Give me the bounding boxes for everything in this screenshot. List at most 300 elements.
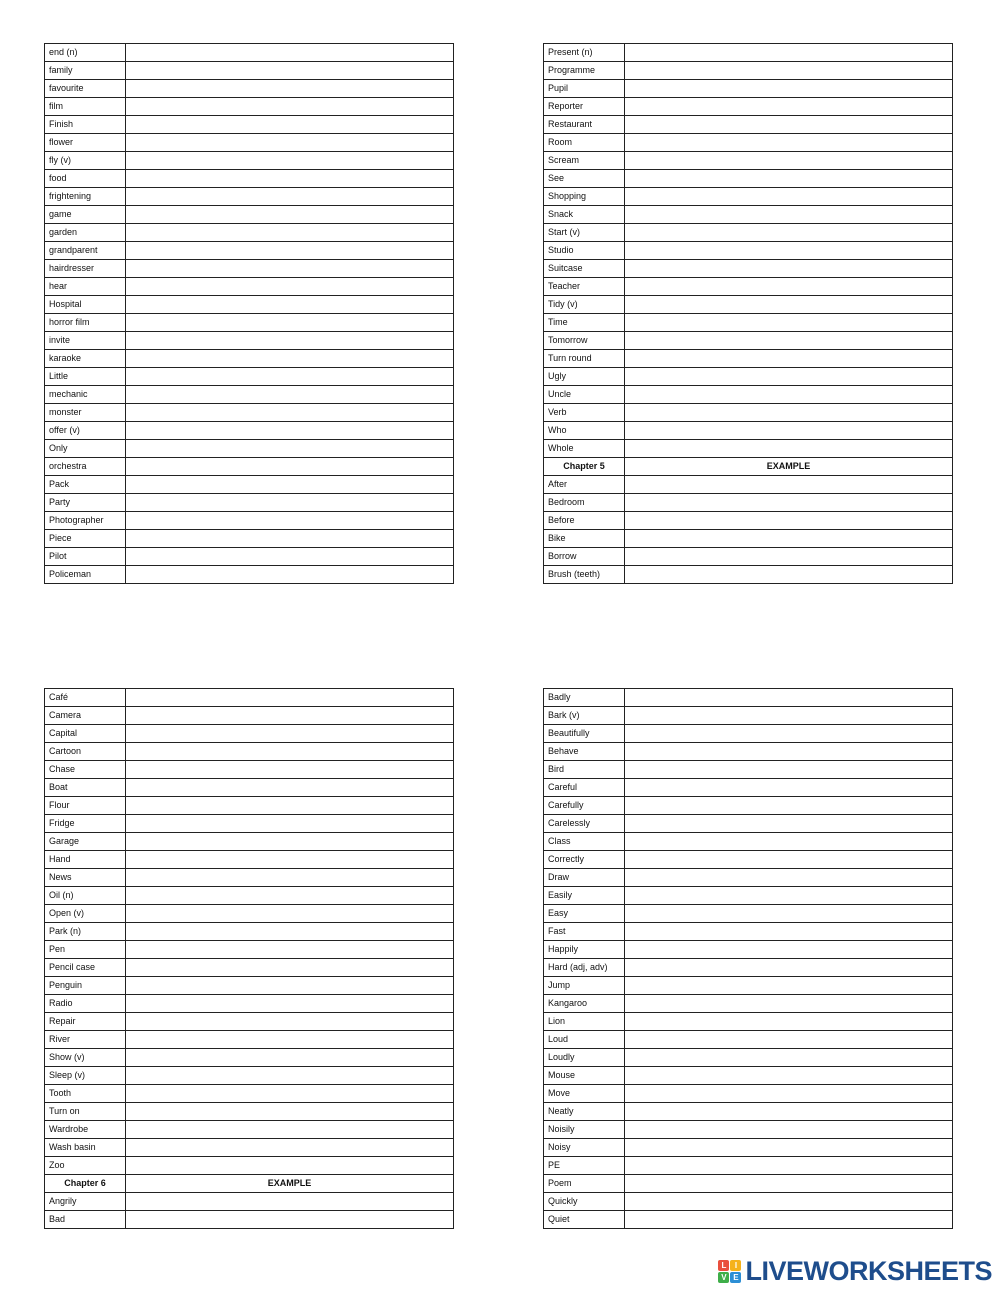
answer-input[interactable] (625, 134, 952, 150)
table-row (45, 566, 454, 584)
answer-input[interactable] (126, 905, 453, 921)
vocabulary-word: Carelessly (544, 815, 625, 833)
table-row (544, 1121, 953, 1139)
answer-input[interactable] (126, 923, 453, 939)
answer-input[interactable] (126, 1103, 453, 1119)
table-row (544, 98, 953, 116)
table-row (544, 1175, 953, 1193)
answer-input[interactable] (126, 797, 453, 813)
answer-input[interactable] (625, 548, 952, 564)
vocabulary-word: Photographer (45, 512, 126, 530)
table-row (544, 923, 953, 941)
answer-cell (126, 404, 454, 422)
answer-cell (625, 188, 953, 206)
answer-input[interactable] (126, 941, 453, 957)
table-row (544, 368, 953, 386)
answer-input[interactable] (625, 368, 952, 384)
answer-input[interactable] (126, 476, 453, 492)
answer-input[interactable] (625, 242, 952, 258)
table-row (45, 350, 454, 368)
logo-letter: E (730, 1272, 741, 1283)
vocabulary-word: game (45, 206, 126, 224)
answer-cell (625, 689, 953, 707)
answer-input[interactable] (625, 869, 952, 885)
answer-input[interactable] (625, 224, 952, 240)
answer-input[interactable] (126, 707, 453, 723)
answer-cell (126, 116, 454, 134)
answer-input[interactable] (625, 1193, 952, 1209)
answer-cell (625, 296, 953, 314)
vocabulary-word: Oil (n) (45, 887, 126, 905)
answer-input[interactable] (625, 44, 952, 60)
table-row (45, 44, 454, 62)
answer-input[interactable] (126, 350, 453, 366)
table-row (45, 1067, 454, 1085)
vocabulary-word: Open (v) (45, 905, 126, 923)
answer-input[interactable] (126, 458, 453, 474)
vocabulary-word: Finish (45, 116, 126, 134)
answer-cell (625, 833, 953, 851)
vocabulary-word: hear (45, 278, 126, 296)
answer-cell (126, 170, 454, 188)
answer-input[interactable] (126, 530, 453, 546)
answer-input[interactable] (625, 116, 952, 132)
answer-cell (625, 1211, 953, 1229)
answer-input[interactable] (126, 44, 453, 60)
answer-input[interactable] (625, 170, 952, 186)
answer-input[interactable] (625, 707, 952, 723)
vocabulary-word: mechanic (45, 386, 126, 404)
vocabulary-word: See (544, 170, 625, 188)
vocabulary-word: Bad (45, 1211, 126, 1229)
vocabulary-word: Piece (45, 530, 126, 548)
vocabulary-word: Camera (45, 707, 126, 725)
answer-input[interactable] (126, 1049, 453, 1065)
answer-input[interactable] (625, 476, 952, 492)
vocabulary-word: fly (v) (45, 152, 126, 170)
table-row (45, 548, 454, 566)
answer-input[interactable] (625, 188, 952, 204)
answer-cell (126, 278, 454, 296)
answer-cell (625, 743, 953, 761)
table-row (45, 1157, 454, 1175)
vocabulary-word: News (45, 869, 126, 887)
answer-cell (126, 761, 454, 779)
answer-input[interactable] (126, 152, 453, 168)
answer-input[interactable] (126, 815, 453, 831)
answer-input[interactable] (625, 152, 952, 168)
vocabulary-word: Pack (45, 476, 126, 494)
answer-input[interactable] (625, 959, 952, 975)
answer-cell (625, 995, 953, 1013)
table-row (544, 332, 953, 350)
answer-input[interactable] (625, 887, 952, 903)
answer-cell (126, 1157, 454, 1175)
answer-input[interactable] (625, 206, 952, 222)
vocabulary-word: Bedroom (544, 494, 625, 512)
answer-cell (126, 725, 454, 743)
table-row (544, 80, 953, 98)
vocabulary-word: Whole (544, 440, 625, 458)
answer-input[interactable] (625, 815, 952, 831)
answer-input[interactable] (625, 743, 952, 759)
answer-input[interactable] (625, 1013, 952, 1029)
answer-input[interactable] (126, 332, 453, 348)
table-row (45, 761, 454, 779)
vocabulary-word: Class (544, 833, 625, 851)
table-row (45, 923, 454, 941)
vocabulary-word: Move (544, 1085, 625, 1103)
table-row (544, 1139, 953, 1157)
vocabulary-word: Brush (teeth) (544, 566, 625, 584)
answer-input[interactable] (625, 1139, 952, 1155)
answer-cell (126, 743, 454, 761)
answer-input[interactable] (126, 494, 453, 510)
answer-input[interactable] (126, 386, 453, 402)
table-row (45, 296, 454, 314)
answer-input[interactable] (625, 1121, 952, 1137)
answer-input[interactable] (126, 779, 453, 795)
table-row (544, 1211, 953, 1229)
table-row (45, 332, 454, 350)
table-row (45, 689, 454, 707)
table-row (45, 62, 454, 80)
table-row (45, 797, 454, 815)
answer-cell (625, 260, 953, 278)
answer-input[interactable] (625, 851, 952, 867)
table-row (45, 887, 454, 905)
vocabulary-word: favourite (45, 80, 126, 98)
vocabulary-word: Wardrobe (45, 1121, 126, 1139)
answer-input[interactable] (126, 1067, 453, 1083)
answer-input[interactable] (625, 923, 952, 939)
answer-input[interactable] (126, 404, 453, 420)
answer-input[interactable] (126, 62, 453, 78)
answer-input[interactable] (625, 332, 952, 348)
answer-cell (126, 134, 454, 152)
answer-cell (126, 458, 454, 476)
answer-input[interactable] (625, 941, 952, 957)
answer-cell (126, 368, 454, 386)
answer-cell (126, 476, 454, 494)
answer-input[interactable] (126, 440, 453, 456)
table-row (544, 761, 953, 779)
answer-cell (625, 707, 953, 725)
table-row (544, 1031, 953, 1049)
vocabulary-word: Loudly (544, 1049, 625, 1067)
answer-input[interactable] (126, 188, 453, 204)
table-row (45, 152, 454, 170)
vocabulary-word: Snack (544, 206, 625, 224)
vocabulary-word: Kangaroo (544, 995, 625, 1013)
answer-input[interactable] (625, 977, 952, 993)
answer-cell (126, 815, 454, 833)
answer-cell (126, 296, 454, 314)
answer-input[interactable] (625, 689, 952, 705)
answer-cell (625, 566, 953, 584)
answer-input[interactable] (126, 368, 453, 384)
answer-input[interactable] (126, 743, 453, 759)
answer-input[interactable] (625, 1175, 952, 1191)
answer-cell (625, 923, 953, 941)
vocabulary-word: Quickly (544, 1193, 625, 1211)
answer-input[interactable] (126, 422, 453, 438)
answer-input[interactable] (126, 1211, 453, 1227)
table-row (544, 1067, 953, 1085)
answer-input[interactable] (625, 566, 952, 582)
answer-cell (126, 206, 454, 224)
vocabulary-word: Mouse (544, 1067, 625, 1085)
answer-cell (126, 1031, 454, 1049)
answer-input[interactable] (625, 1031, 952, 1047)
answer-input[interactable] (126, 296, 453, 312)
answer-input[interactable] (625, 833, 952, 849)
answer-cell (126, 905, 454, 923)
answer-input[interactable] (625, 494, 952, 510)
answer-input[interactable] (126, 512, 453, 528)
table-row (544, 1085, 953, 1103)
answer-input[interactable] (126, 1013, 453, 1029)
answer-cell (625, 1067, 953, 1085)
vocabulary-word: Who (544, 422, 625, 440)
answer-cell (126, 1067, 454, 1085)
answer-input[interactable] (126, 1139, 453, 1155)
answer-input[interactable] (126, 134, 453, 150)
answer-input[interactable] (625, 905, 952, 921)
table-row (45, 134, 454, 152)
vocabulary-word: Penguin (45, 977, 126, 995)
table-row (544, 404, 953, 422)
table-row (544, 1157, 953, 1175)
answer-input[interactable] (126, 566, 453, 582)
table-row (544, 743, 953, 761)
vocabulary-word: Uncle (544, 386, 625, 404)
table-row (45, 995, 454, 1013)
vocabulary-word: Start (v) (544, 224, 625, 242)
answer-input[interactable] (625, 314, 952, 330)
answer-cell (126, 923, 454, 941)
vocabulary-table-top-right (543, 43, 953, 584)
table-row (45, 1211, 454, 1229)
table-row (45, 422, 454, 440)
answer-input[interactable] (625, 1211, 952, 1227)
answer-input[interactable] (126, 887, 453, 903)
vocabulary-word: Restaurant (544, 116, 625, 134)
answer-cell (625, 116, 953, 134)
table-row (45, 959, 454, 977)
vocabulary-word: Ugly (544, 368, 625, 386)
answer-cell (126, 332, 454, 350)
table-row (544, 206, 953, 224)
vocabulary-word: Zoo (45, 1157, 126, 1175)
vocabulary-word: Hospital (45, 296, 126, 314)
table-row (544, 116, 953, 134)
answer-input[interactable] (126, 1193, 453, 1209)
answer-cell (625, 512, 953, 530)
vocabulary-word: After (544, 476, 625, 494)
answer-input[interactable] (625, 440, 952, 456)
vocabulary-word: Teacher (544, 278, 625, 296)
answer-input[interactable] (126, 116, 453, 132)
answer-input[interactable] (625, 62, 952, 78)
answer-cell (126, 44, 454, 62)
answer-cell (625, 1157, 953, 1175)
answer-cell (625, 242, 953, 260)
answer-input[interactable] (625, 80, 952, 96)
answer-input[interactable] (126, 98, 453, 114)
vocabulary-word: Noisy (544, 1139, 625, 1157)
answer-input[interactable] (625, 1067, 952, 1083)
answer-input[interactable] (625, 1049, 952, 1065)
answer-input[interactable] (126, 959, 453, 975)
table-row (544, 1103, 953, 1121)
answer-cell (625, 368, 953, 386)
vocabulary-word: horror film (45, 314, 126, 332)
answer-cell (126, 386, 454, 404)
vocabulary-word: Café (45, 689, 126, 707)
vocabulary-word: Carefully (544, 797, 625, 815)
answer-input[interactable] (625, 1103, 952, 1119)
answer-input[interactable] (126, 851, 453, 867)
answer-input[interactable] (126, 761, 453, 777)
logo-letter: I (730, 1260, 741, 1271)
table-row (45, 977, 454, 995)
vocabulary-word: Hand (45, 851, 126, 869)
table-row (45, 851, 454, 869)
answer-input[interactable] (625, 779, 952, 795)
table-row (544, 134, 953, 152)
answer-input[interactable] (126, 833, 453, 849)
answer-cell (126, 797, 454, 815)
vocabulary-word: Pilot (45, 548, 126, 566)
answer-input[interactable] (126, 1157, 453, 1173)
answer-input[interactable] (126, 260, 453, 276)
answer-input[interactable] (126, 80, 453, 96)
table-row (544, 995, 953, 1013)
vocabulary-word: Garage (45, 833, 126, 851)
table-row (544, 62, 953, 80)
answer-cell (126, 959, 454, 977)
answer-cell (126, 188, 454, 206)
answer-input[interactable] (126, 977, 453, 993)
vocabulary-word: Verb (544, 404, 625, 422)
answer-cell (625, 1031, 953, 1049)
answer-input[interactable] (126, 869, 453, 885)
answer-input[interactable] (625, 422, 952, 438)
answer-input[interactable] (126, 170, 453, 186)
vocabulary-word: Poem (544, 1175, 625, 1193)
answer-input[interactable] (625, 761, 952, 777)
table-row (45, 116, 454, 134)
answer-cell (126, 98, 454, 116)
answer-cell (625, 1121, 953, 1139)
vocabulary-word: PE (544, 1157, 625, 1175)
table-row (45, 494, 454, 512)
table-row (544, 1193, 953, 1211)
table-row (544, 779, 953, 797)
table-row (544, 1049, 953, 1067)
answer-cell (126, 314, 454, 332)
answer-cell (625, 1139, 953, 1157)
answer-input[interactable] (625, 725, 952, 741)
answer-input[interactable] (625, 260, 952, 276)
answer-input[interactable] (126, 689, 453, 705)
liveworksheets-logo (718, 1256, 992, 1287)
table-row (544, 296, 953, 314)
answer-input[interactable] (126, 224, 453, 240)
table-row (544, 494, 953, 512)
answer-input[interactable] (625, 350, 952, 366)
answer-input[interactable] (126, 995, 453, 1011)
answer-cell (625, 386, 953, 404)
vocabulary-word: Party (45, 494, 126, 512)
answer-input[interactable] (625, 278, 952, 294)
vocabulary-word: Turn on (45, 1103, 126, 1121)
table-row (544, 815, 953, 833)
vocabulary-word: Beautifully (544, 725, 625, 743)
answer-input[interactable] (625, 530, 952, 546)
answer-cell (625, 1193, 953, 1211)
answer-input[interactable] (126, 206, 453, 222)
answer-input[interactable] (625, 512, 952, 528)
answer-cell (625, 80, 953, 98)
answer-cell (625, 224, 953, 242)
answer-input[interactable] (625, 1157, 952, 1173)
table-row (544, 386, 953, 404)
answer-cell (625, 1049, 953, 1067)
answer-input[interactable] (126, 278, 453, 294)
answer-input[interactable] (126, 1085, 453, 1101)
vocabulary-word: Jump (544, 977, 625, 995)
answer-input[interactable] (126, 314, 453, 330)
vocabulary-word: monster (45, 404, 126, 422)
table-row (45, 779, 454, 797)
answer-input[interactable] (625, 404, 952, 420)
answer-cell (625, 314, 953, 332)
vocabulary-word: Easily (544, 887, 625, 905)
table-row (45, 476, 454, 494)
answer-cell (126, 530, 454, 548)
table-row (544, 707, 953, 725)
vocabulary-word: Hard (adj, adv) (544, 959, 625, 977)
answer-cell (126, 869, 454, 887)
table-row (45, 368, 454, 386)
answer-cell (625, 1175, 953, 1193)
table-row (45, 242, 454, 260)
vocabulary-word: Pen (45, 941, 126, 959)
answer-input[interactable] (625, 1085, 952, 1101)
vocabulary-word: Before (544, 512, 625, 530)
answer-input[interactable] (126, 548, 453, 564)
answer-input[interactable] (625, 797, 952, 813)
answer-input[interactable] (126, 1121, 453, 1137)
table-row (544, 530, 953, 548)
answer-cell (625, 1085, 953, 1103)
chapter-header-row (544, 458, 953, 476)
vocabulary-word: Scream (544, 152, 625, 170)
answer-input[interactable] (126, 242, 453, 258)
vocabulary-word: Park (n) (45, 923, 126, 941)
answer-input[interactable] (625, 296, 952, 312)
answer-cell (625, 797, 953, 815)
answer-input[interactable] (625, 386, 952, 402)
table-row (45, 188, 454, 206)
vocabulary-word: Pencil case (45, 959, 126, 977)
answer-input[interactable] (625, 98, 952, 114)
answer-input[interactable] (126, 1031, 453, 1047)
answer-input[interactable] (126, 725, 453, 741)
answer-input[interactable] (625, 995, 952, 1011)
